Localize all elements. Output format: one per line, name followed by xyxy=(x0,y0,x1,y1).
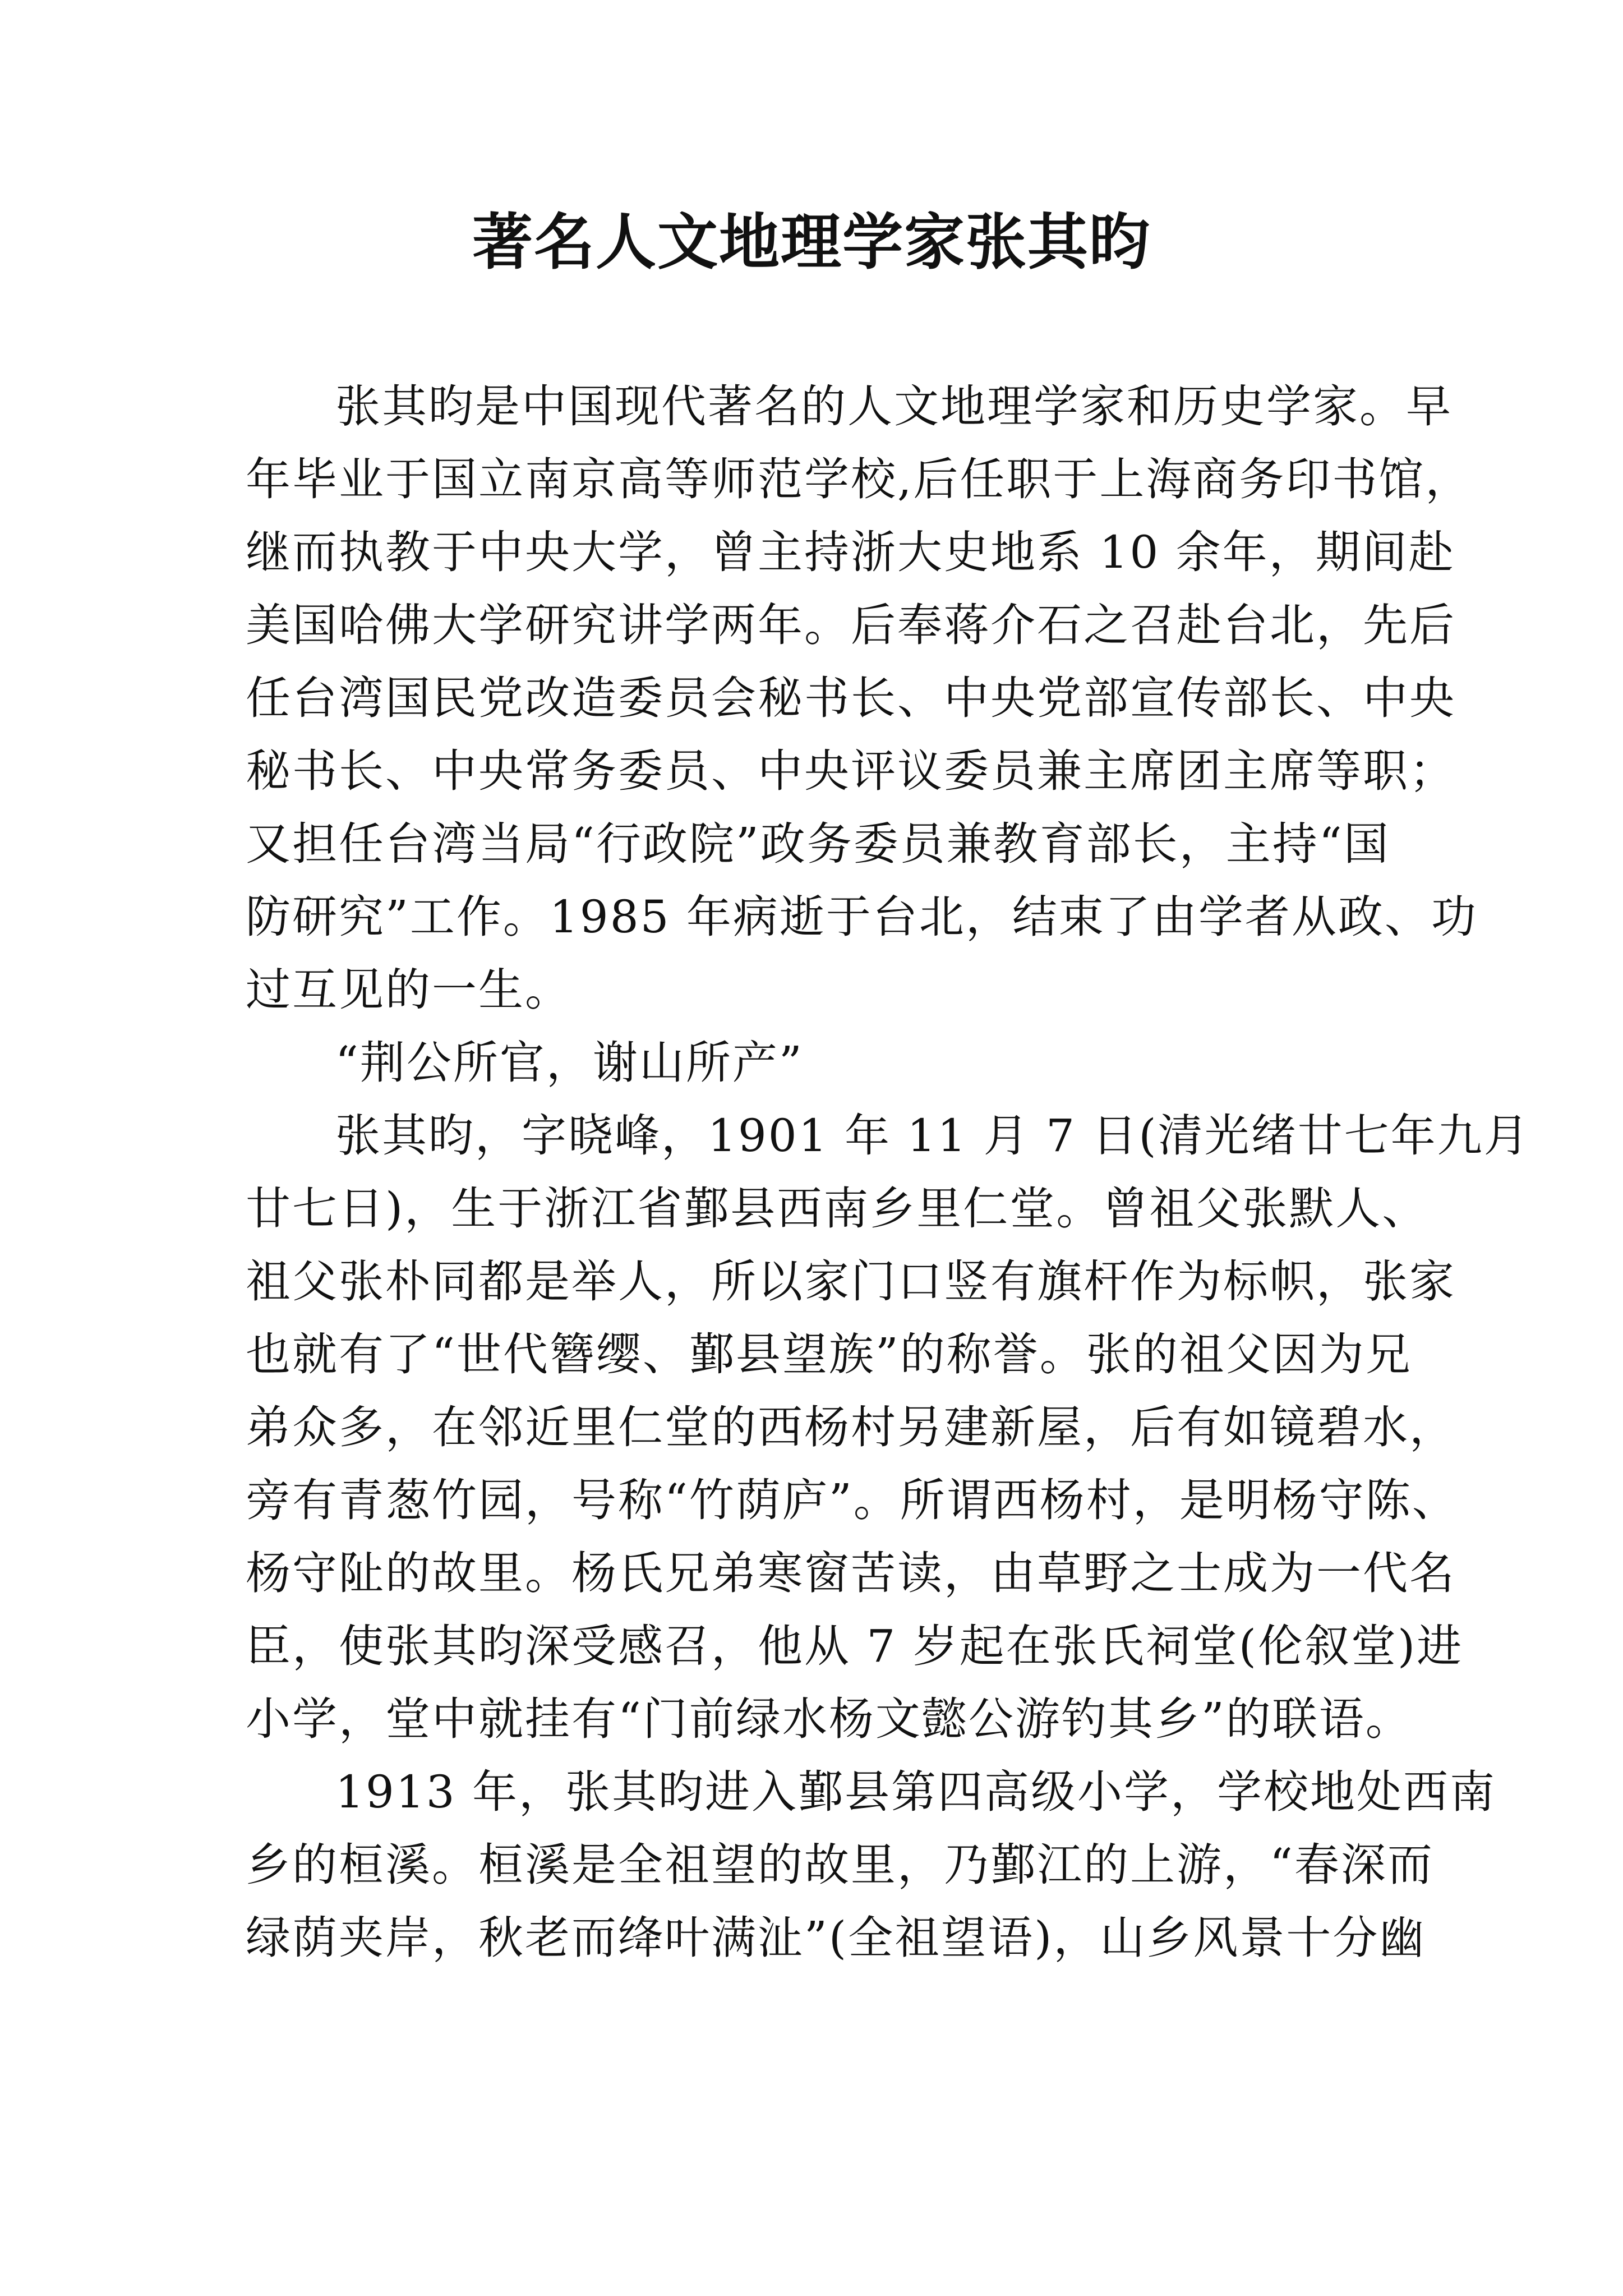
text-line: 小学，堂中就挂有“门前绿水杨文懿公游钓其乡”的联语。 xyxy=(246,1693,1412,1745)
text-line: 绿荫夹岸，秋老而绛叶满沚”(全祖望语)，山乡风景十分幽 xyxy=(246,1912,1426,1964)
text-line: 张其昀，字晓峰，1901 年 11 月 7 日(清光绪廿七年九月 xyxy=(335,1110,1530,1162)
text-line: 廿七日)，生于浙江省鄞县西南乡里仁堂。曾祖父张默人、 xyxy=(246,1182,1429,1235)
text-line: 秘书长、中央常务委员、中央评议委员兼主席团主席等职； xyxy=(246,745,1456,797)
document-title: 著名人文地理学家张其昀 xyxy=(472,207,1151,278)
text-line: 任台湾国民党改造委员会秘书长、中央党部宣传部长、中央 xyxy=(246,672,1456,724)
text-line: 过互见的一生。 xyxy=(246,964,571,1016)
text-line: 防研究”工作。1985 年病逝于台北，结束了由学者从政、功 xyxy=(246,891,1478,943)
document-body xyxy=(246,370,1530,1975)
text-line: 臣，使张其昀深受感召，他从 7 岁起在张氏祠堂(伦叙堂)进 xyxy=(246,1620,1464,1672)
text-line: 杨守阯的故里。杨氏兄弟寒窗苦读，由草野之士成为一代名 xyxy=(246,1547,1456,1599)
text-line: “荆公所官，谢山所产” xyxy=(335,1037,804,1089)
text-line: 继而执教于中央大学，曾主持浙大史地系 10 余年，期间赴 xyxy=(246,526,1455,578)
text-line: 弟众多，在邻近里仁堂的西杨村另建新屋，后有如镜碧水， xyxy=(246,1401,1456,1453)
text-line: 又担任台湾当局“行政院”政务委员兼教育部长，主持“国 xyxy=(246,818,1390,870)
text-line: 祖父张朴同都是举人，所以家门口竖有旗杆作为标帜，张家 xyxy=(246,1255,1456,1308)
text-line: 旁有青葱竹园，号称“竹荫庐”。所谓西杨村，是明杨守陈、 xyxy=(246,1474,1459,1526)
text-line: 年毕业于国立南京高等师范学校,后任职于上海商务印书馆， xyxy=(246,453,1472,505)
text-line: 1913 年，张其昀进入鄞县第四高级小学，学校地处西南 xyxy=(335,1766,1497,1818)
text-line: 张其昀是中国现代著名的人文地理学家和历史学家。早 xyxy=(335,380,1453,432)
text-line: 美国哈佛大学研究讲学两年。后奉蒋介石之召赴台北，先后 xyxy=(246,599,1456,651)
text-line: 也就有了“世代簪缨、鄞县望族”的称誉。张的祖父因为兄 xyxy=(246,1328,1412,1381)
text-line: 乡的桓溪。桓溪是全祖望的故里，乃鄞江的上游，“春深而 xyxy=(246,1839,1434,1891)
